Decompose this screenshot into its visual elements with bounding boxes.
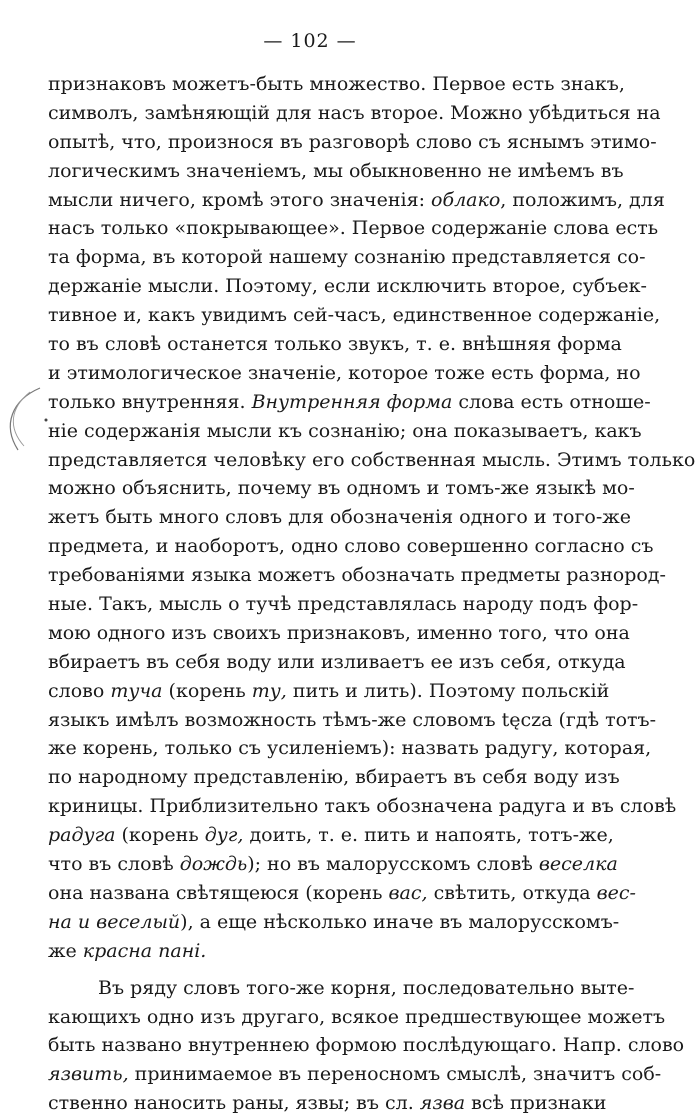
text-line (48, 532, 654, 561)
text-segment: принимаемое въ переносномъ смыслѣ, значитъ соб- (128, 1063, 662, 1086)
text-line (48, 706, 657, 735)
text-segment: требованіями языка можетъ обозначать предметы разнород- (48, 564, 666, 587)
text-segment: можно объяснить, почему въ одномъ и томъ-же языкѣ мо- (48, 477, 635, 500)
text-segment: она названа свѣтящеюся (корень (48, 881, 389, 904)
text-line (48, 908, 620, 937)
text-segment: ніе содержанія мысли къ сознанію; она показываетъ, какъ (48, 419, 642, 442)
text-line (48, 446, 695, 475)
italic-term: вас, (388, 881, 428, 904)
text-line (48, 301, 661, 330)
text-line (48, 70, 625, 99)
body-text (48, 70, 695, 1118)
italic-term: дождь (179, 853, 248, 876)
italic-term: облако (431, 188, 501, 211)
text-segment: всѣ признаки (465, 1092, 607, 1115)
text-segment: же (48, 939, 83, 962)
italic-term: дуг, (204, 824, 244, 847)
text-line (48, 359, 641, 388)
text-line (48, 214, 659, 243)
text-line (48, 879, 636, 908)
text-segment: и этимологическое значеніе, которое тоже есть форма, но (48, 361, 641, 384)
text-segment: (корень (115, 824, 205, 847)
text-segment: держаніе мысли. Поэтому, если исключить второе, субъек- (48, 275, 647, 298)
text-line (48, 99, 661, 128)
text-segment: мысли ничего, кромѣ этого значенія: (48, 188, 432, 211)
text-segment: представляется человѣку его собственная мысль. Этимъ только (48, 448, 695, 471)
text-line (48, 474, 635, 503)
text-segment: то въ словѣ останется только звукъ, т. е. внѣшняя форма (48, 333, 622, 356)
text-line (48, 590, 639, 619)
text-line (48, 937, 583, 966)
text-segment: ), а еще нѣсколько иначе въ малорусскомъ- (180, 910, 620, 933)
text-line (48, 974, 635, 1003)
italic-term: туча (110, 679, 163, 702)
text-line (48, 417, 642, 446)
text-segment: вбираетъ въ себя воду или изливаетъ ее изъ себя, откуда (48, 650, 626, 673)
text-segment: мою одного изъ своихъ признаковъ, именно того, что она (48, 621, 630, 644)
text-segment: опытѣ, что, произнося въ разговорѣ слово съ яснымъ этимо- (48, 130, 657, 153)
text-line (48, 850, 618, 879)
text-segment: же корень, только съ усиленіемъ): назвать радугу, которая, (48, 737, 652, 760)
text-segment: доить, т. е. пить и напоять, тотъ-же, (243, 824, 614, 847)
text-segment: , положимъ, для (500, 188, 665, 211)
page-number: — 102 — (263, 30, 357, 52)
italic-term: веселка (538, 853, 618, 876)
text-segment: Въ ряду словъ того-же корня, последовательно выте- (98, 976, 635, 999)
text-line (48, 677, 610, 706)
text-segment: символъ, замѣняющій для насъ второе. Можно убѣдиться на (48, 101, 661, 124)
text-line (48, 1060, 662, 1089)
text-segment: кающихъ одно изъ другаго, всякое предшествующее можетъ (48, 1005, 666, 1028)
italic-term: Внутренняя форма (251, 390, 453, 413)
text-segment: слова есть отноше- (452, 390, 651, 413)
italic-term: язвить, (48, 1063, 129, 1086)
text-segment: жетъ быть много словъ для обозначенія одного и того-же (48, 506, 632, 529)
text-line (48, 1003, 666, 1032)
text-line (48, 186, 665, 215)
text-line (48, 734, 652, 763)
text-segment: быть названо внутреннею формою послѣдующаго. Напр. слово (48, 1034, 685, 1057)
text-segment: тивное и, какъ увидимъ сей-часъ, единственное содержаніе, (48, 304, 661, 327)
text-segment: пить и лить). Поэтому польскій (286, 679, 610, 702)
text-segment: языкъ имѣлъ возможность тѣмъ-же словомъ tęcza (гдѣ тотъ- (48, 708, 657, 731)
text-line (48, 388, 651, 417)
text-segment: та форма, въ которой нашему сознанію представляется со- (48, 246, 646, 269)
text-line (48, 1089, 607, 1118)
text-segment: слово (48, 679, 111, 702)
text-line (48, 503, 632, 532)
italic-term: язва (419, 1092, 466, 1115)
text-line (48, 821, 614, 850)
text-line (48, 243, 646, 272)
text-segment: по народному представленію, вбираетъ въ себя воду изъ (48, 766, 620, 789)
text-line (48, 330, 622, 359)
text-segment: криницы. Приблизительно такъ обозначена радуга и въ словѣ (48, 795, 677, 818)
text-line (48, 619, 630, 648)
text-segment: что въ словѣ (48, 853, 180, 876)
text-line (48, 648, 626, 677)
text-line (48, 763, 620, 792)
text-line (48, 157, 624, 186)
text-segment: только внутренняя. (48, 390, 252, 413)
text-segment: логическимъ значеніемъ, мы обыкновенно не имѣемъ въ (48, 159, 624, 182)
text-segment: ные. Такъ, мысль о тучѣ представлялась народу подъ фор- (48, 593, 639, 616)
text-segment: ственно наносить раны, язвы; въ сл. (48, 1092, 420, 1115)
italic-term: вес- (596, 881, 636, 904)
text-line (48, 792, 677, 821)
text-line (48, 272, 647, 301)
text-segment: предмета, и наоборотъ, одно слово совершенно согласно съ (48, 535, 654, 558)
italic-term: радуга (48, 824, 116, 847)
text-line (48, 561, 666, 590)
italic-term: красна пані. (82, 939, 207, 962)
text-line (48, 128, 657, 157)
text-segment: свѣтить, откуда (427, 881, 597, 904)
text-segment: насъ только «покрывающее». Первое содержаніе слова есть (48, 217, 659, 240)
text-segment: признаковъ можетъ-быть множество. Первое есть знакъ, (48, 73, 625, 95)
italic-term: ту, (251, 679, 287, 702)
text-segment: (корень (162, 679, 252, 702)
text-line (48, 1031, 685, 1060)
text-segment: ); но въ малорусскомъ словѣ (247, 853, 539, 876)
italic-term: на и веселый (48, 910, 181, 933)
